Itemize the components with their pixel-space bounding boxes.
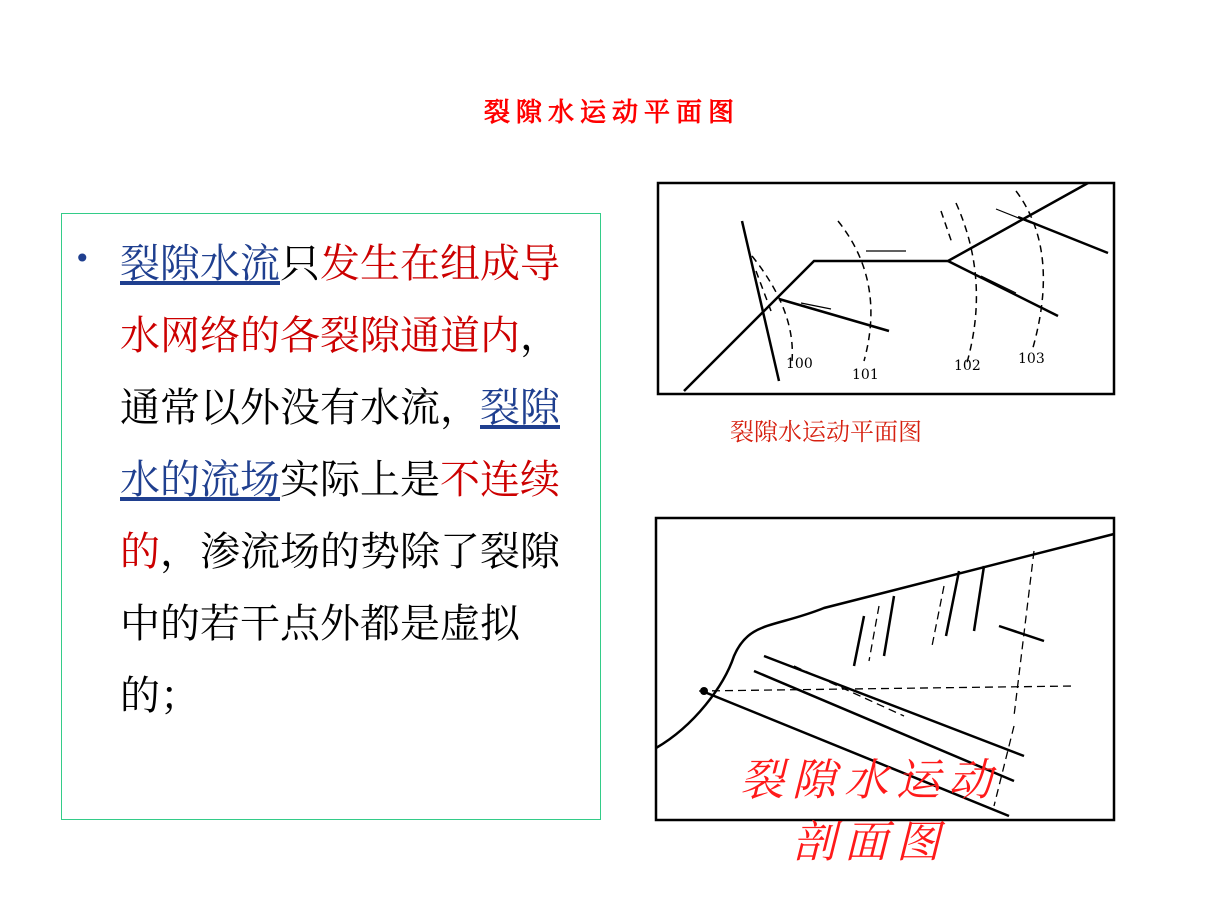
text-segment: ，渗流场的势除了裂隙中的若干点外都是虚拟的；: [120, 529, 560, 719]
highlight-discontinuous: 不连续的: [120, 457, 560, 575]
caption-line-1: 裂隙水运动: [740, 755, 1000, 806]
slide-title: 裂隙水运动平面图: [483, 98, 740, 128]
bullet-icon: •: [74, 242, 91, 275]
label-100: 100: [786, 356, 813, 372]
text-segment: ，通常以外没有水流，: [120, 313, 560, 431]
highlight-occurrence: 发生在组成导水网络的各裂隙通道内: [120, 241, 560, 359]
plan-view-figure: [656, 181, 1116, 396]
term-flow-field: 裂隙水的流场: [120, 385, 560, 503]
text-segment: 实际上是: [280, 457, 440, 503]
cross-section-caption: [730, 750, 1010, 874]
reference-point: [700, 687, 708, 695]
term-fracture-flow: 裂隙水流: [120, 241, 280, 287]
caption-line-2: 剖面图: [792, 817, 948, 868]
label-101: 101: [852, 367, 879, 383]
plan-view-caption: 裂隙水运动平面图: [730, 418, 922, 446]
label-103: 103: [1018, 351, 1045, 367]
text-segment: 只: [280, 241, 320, 287]
bullet-paragraph: [120, 228, 560, 732]
label-102: 102: [954, 358, 981, 374]
